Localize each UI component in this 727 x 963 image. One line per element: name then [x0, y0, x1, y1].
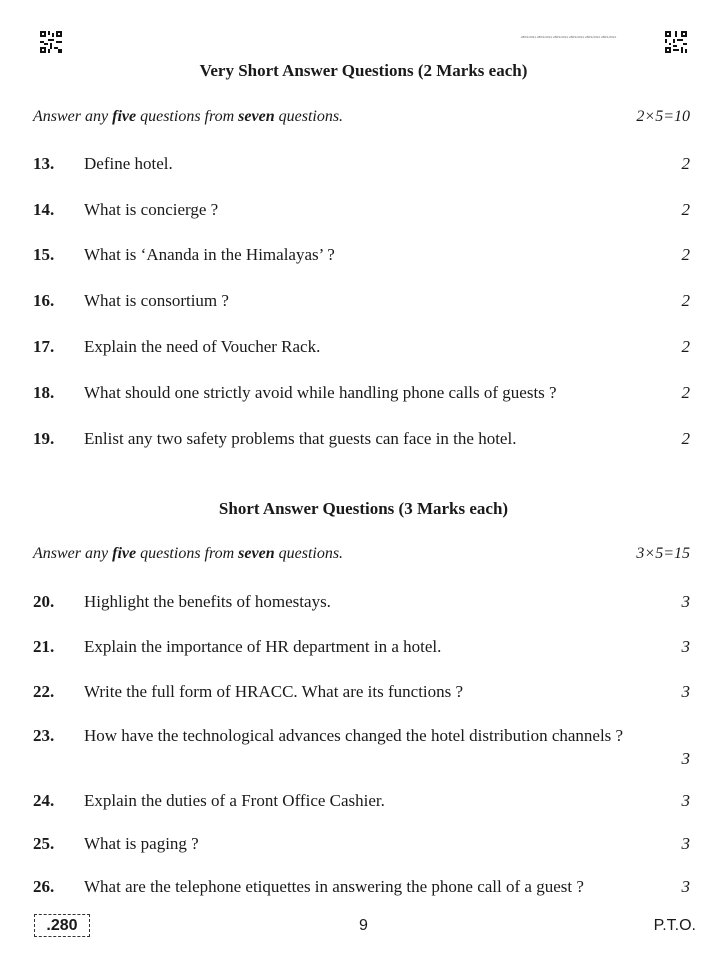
question-mark: 2 [681, 383, 690, 402]
question-text: Enlist any two safety problems that guests can face in the hotel. [84, 429, 517, 448]
section-1-total-marks: 2×5=10 [636, 108, 690, 125]
question-mark: 3 [681, 637, 690, 656]
question-mark: 2 [681, 200, 690, 219]
question-text: What should one strictly avoid while handling phone calls of guests ? [84, 383, 557, 402]
section-1-instruction: Answer any five questions from seven questions. 2×5=10 [33, 108, 690, 125]
question-mark: 3 [681, 791, 690, 810]
question-number: 17. [33, 337, 55, 356]
question-number: 23. [33, 726, 55, 745]
question-text: What is concierge ? [84, 200, 219, 219]
section-2-instruction: Answer any five questions from seven questions. 3×5=15 [33, 545, 690, 562]
question-text: What is ‘Ananda in the Himalayas’ ? [84, 245, 335, 264]
question-number: 13. [33, 154, 55, 173]
question-mark: 2 [681, 429, 690, 448]
question-mark: 3 [681, 682, 690, 701]
question-text: Explain the need of Voucher Rack. [84, 337, 321, 356]
header-tiny-text: ·280/1/2021·280/1/2021·280/1/2021·280/1/2021·280/1/2021·280/1/2021· [520, 35, 618, 39]
question-text: What are the telephone etiquettes in answering the phone call of a guest ? [84, 877, 584, 896]
question-number: 21. [33, 637, 55, 656]
question-number: 19. [33, 429, 55, 448]
question-mark: 3 [681, 749, 690, 768]
question-number: 15. [33, 245, 55, 264]
question-text: How have the technological advances changed the hotel distribution channels ? [84, 726, 624, 745]
question-mark: 2 [681, 245, 690, 264]
question-text: Define hotel. [84, 154, 173, 173]
section-2-title: Short Answer Questions (3 Marks each) [218, 499, 509, 518]
question-text: Write the full form of HRACC. What are its functions ? [84, 682, 464, 701]
question-number: 18. [33, 383, 55, 402]
question-number: 20. [33, 592, 55, 611]
question-mark: 2 [681, 337, 690, 356]
question-number: 25. [33, 834, 55, 853]
question-number: 26. [33, 877, 55, 896]
qr-code-left-icon [40, 31, 62, 53]
qr-code-right-icon [665, 31, 687, 53]
question-text: Explain the duties of a Front Office Cashier. [84, 791, 385, 810]
paper-code-box: .280 [34, 914, 90, 937]
question-mark: 3 [681, 592, 690, 611]
question-number: 16. [33, 291, 55, 310]
question-text: Highlight the benefits of homestays. [84, 592, 331, 611]
question-number: 24. [33, 791, 55, 810]
section-2-total-marks: 3×5=15 [636, 545, 690, 562]
question-text: What is paging ? [84, 834, 199, 853]
question-text: Explain the importance of HR department in a hotel. [84, 637, 442, 656]
question-number: 22. [33, 682, 55, 701]
question-number: 14. [33, 200, 55, 219]
question-mark: 2 [681, 291, 690, 310]
question-mark: 3 [681, 834, 690, 853]
page-number: 9 [359, 917, 368, 934]
question-mark: 2 [681, 154, 690, 173]
question-mark: 3 [681, 877, 690, 896]
question-text: What is consortium ? [84, 291, 229, 310]
section-1-title: Very Short Answer Questions (2 Marks each) [199, 61, 528, 80]
pto-label: P.T.O. [653, 917, 696, 934]
